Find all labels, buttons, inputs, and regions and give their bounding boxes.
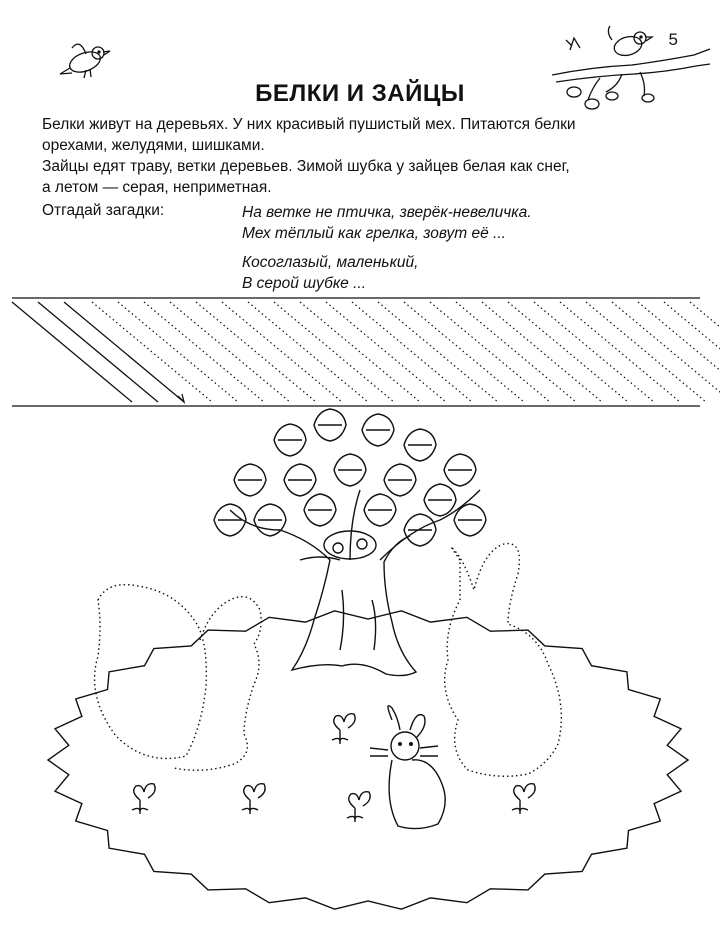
- paragraph-line: орехами, желудями, шишками.: [42, 137, 265, 154]
- riddle-line: Мех тёплый как грелка, зовут её ...: [242, 225, 506, 242]
- riddle-line: В серой шубке ...: [242, 275, 367, 292]
- paragraph-line: Белки живут на деревьях. У них красивый пушистый мех. Питаются белки: [42, 116, 576, 133]
- paragraph-hares: [42, 156, 682, 198]
- page-number: 5: [668, 30, 678, 49]
- paragraph-line: Зайцы едят траву, ветки деревьев. Зимой шубка у зайцев белая как снег,: [42, 158, 570, 175]
- page-title: БЕЛКИ И ЗАЙЦЫ: [255, 80, 465, 107]
- paragraph-line: а летом — серая, неприметная.: [42, 179, 272, 196]
- riddle-label: Отгадай загадки:: [42, 202, 165, 219]
- paragraph-squirrels: [42, 114, 682, 156]
- riddle-line: На ветке не птичка, зверёк-невеличка.: [242, 204, 532, 221]
- riddle-squirrel: [242, 202, 532, 244]
- riddle-line: Косоглазый, маленький,: [242, 254, 419, 271]
- riddle-hare: [242, 252, 418, 294]
